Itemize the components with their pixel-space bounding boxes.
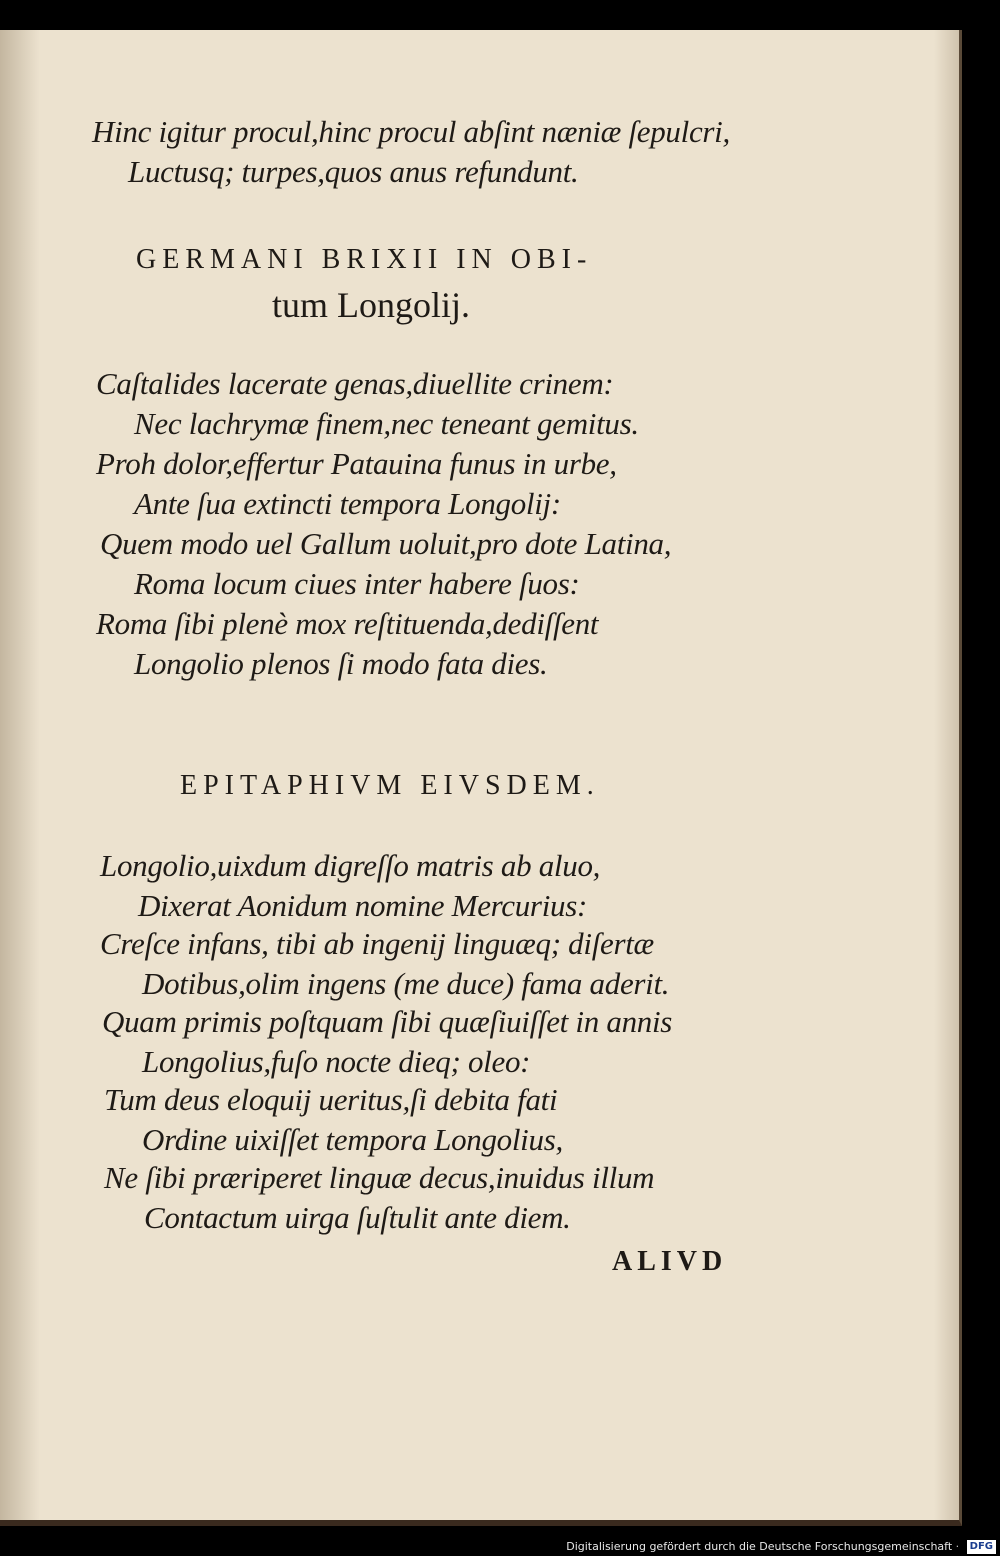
verse-line: Luctusq; turpes,quos anus refundunt. [128,154,579,189]
verse-line: Ne ſibi præriperet linguæ decus,inuidus illum [104,1160,655,1195]
verse-line: Longolio,uixdum digreſſo matris ab aluo, [100,848,601,883]
separator: · [955,1540,960,1553]
credit-text: Digitalisierung gefördert durch die Deutsche Forschungsgemeinschaft [566,1540,953,1553]
poem-heading: EPITAPHIVM EIVSDEM. [180,770,600,801]
verse-line: Creſce infans, tibi ab ingenij linguæq; diſertæ [100,926,654,961]
poem-subheading: tum Longolij. [272,285,470,325]
verse-line: Proh dolor,effertur Patauina funus in urbe, [96,446,617,481]
verse-line: Contactum uirga ſuſtulit ante diem. [144,1200,571,1235]
verse-line: Hinc igitur procul,hinc procul abſint næniæ ſepulcri, [92,114,730,149]
verse-line: Roma locum ciues inter habere ſuos: [134,566,580,601]
verse-line: Tum deus eloquij ueritus,ſi debita fati [104,1082,558,1117]
verse-line: Longolio plenos ſi modo fata dies. [134,646,548,681]
catchword: ALIVD [612,1246,728,1277]
verse-line: Roma ſibi plenè mox reſtituenda,dediſſent [96,606,599,641]
verse-line: Dotibus,olim ingens (me duce) fama aderit. [142,966,670,1001]
dfg-logo-icon: DFG [967,1540,996,1554]
verse-line: Dixerat Aonidum nomine Mercurius: [138,888,588,923]
verse-line: Longolius,fuſo nocte dieq; oleo: [142,1044,531,1079]
verse-line: Ante ſua extincti tempora Longolij: [134,486,561,521]
verse-line: Ordine uixiſſet tempora Longolius, [142,1122,563,1157]
verse-line: Caſtalides lacerate genas,diuellite crinem: [96,366,614,401]
poem-heading: GERMANI BRIXII IN OBI- [136,244,593,275]
book-page [0,30,962,1526]
verse-line: Quem modo uel Gallum uoluit,pro dote Latina, [100,526,672,561]
verse-line: Quam primis poſtquam ſibi quæſiuiſſet in annis [102,1004,673,1039]
digitization-credit [566,1539,996,1555]
verse-line: Nec lachrymæ finem,nec teneant gemitus. [134,406,639,441]
